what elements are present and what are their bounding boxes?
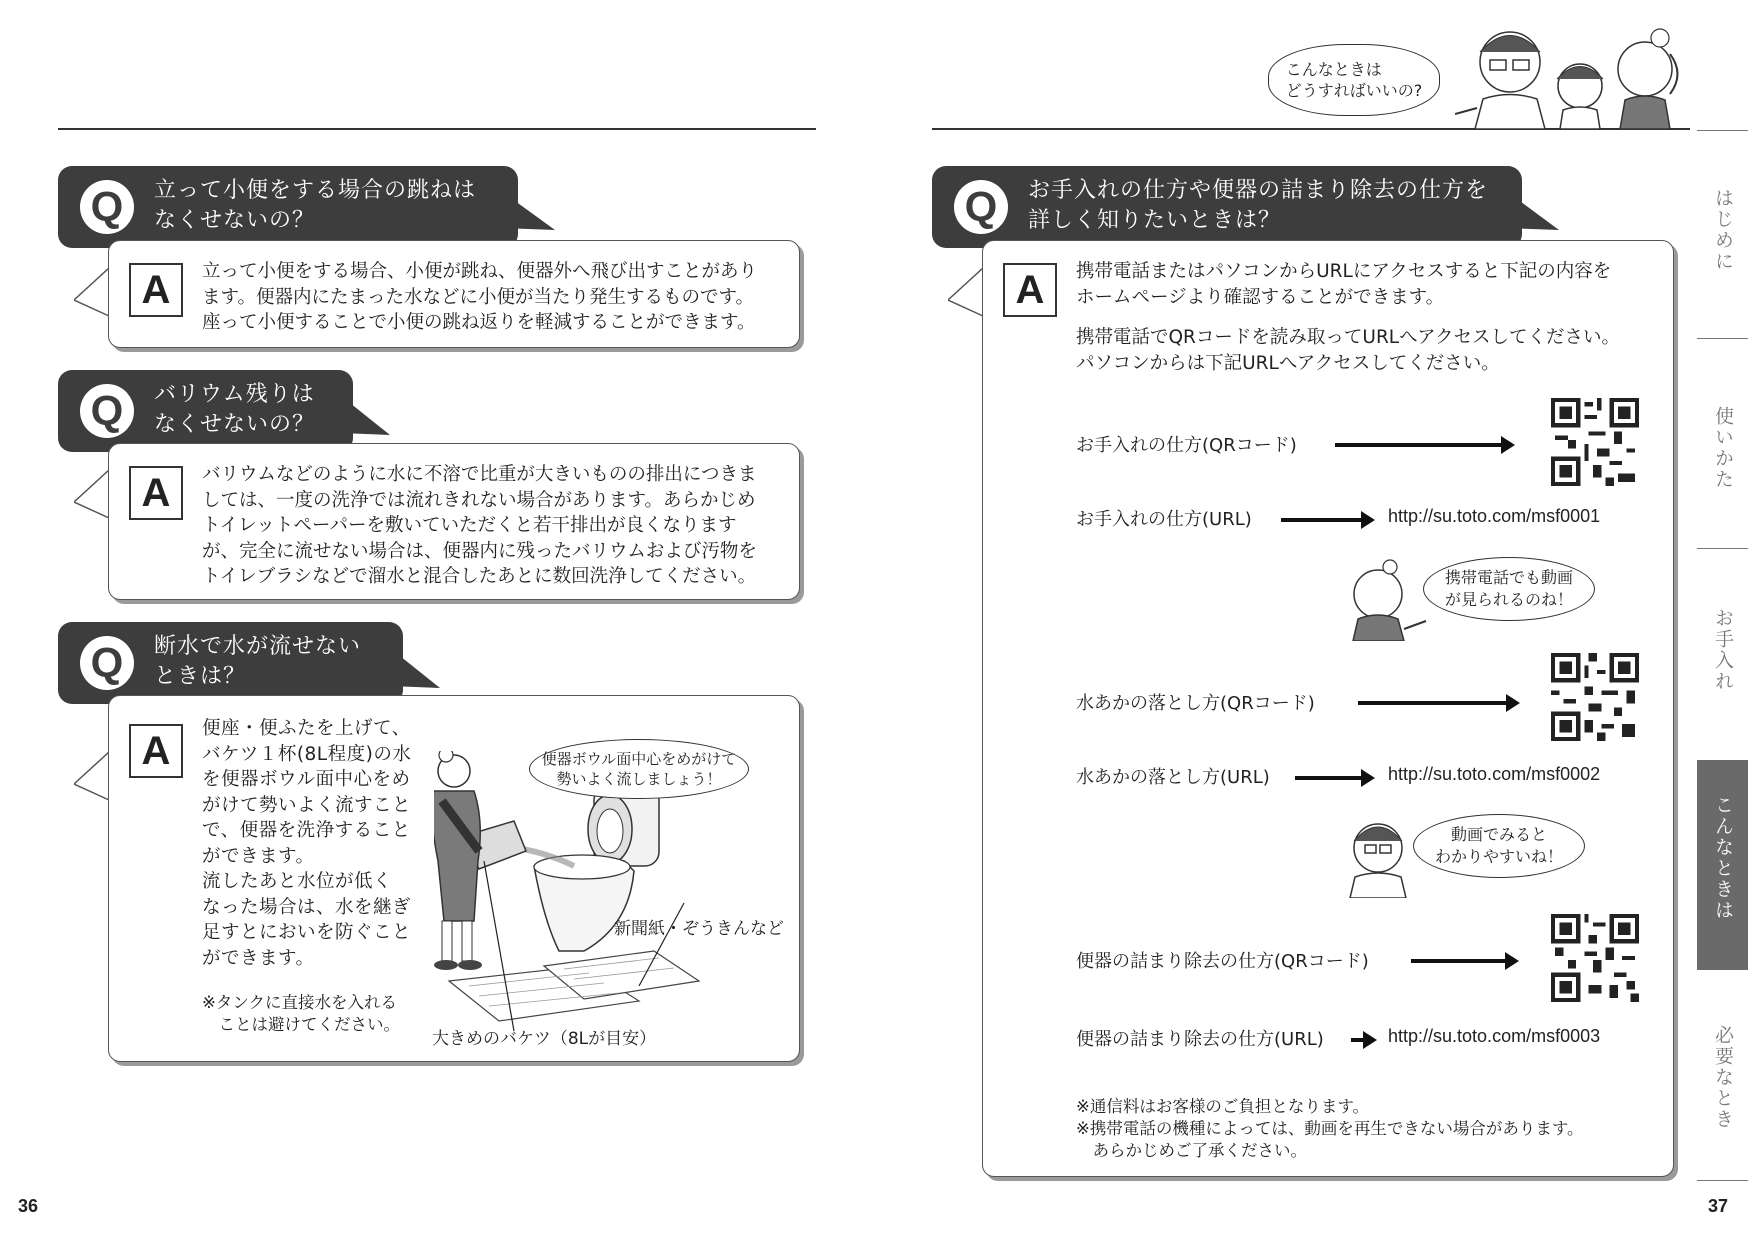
qr-label-1: お手入れの仕方(QRコード) (1076, 435, 1297, 456)
man-speech-bubble: 動画でみると わかりやすいね！ (1413, 814, 1585, 878)
a3-box (108, 695, 800, 1062)
illustration-speech-bubble: 便器ボウル面中心をめがけて 勢いよく流しましょう！ (529, 739, 749, 799)
q1-banner (58, 166, 518, 248)
arrow-icon (1351, 1038, 1365, 1042)
right-q-text: お手入れの仕方や便器の詰まり除去の仕方を 詳しく知りたいときは？ (1028, 178, 1489, 233)
newspaper-label: 新聞紙・ぞうきんなど (614, 919, 784, 939)
url-link-1[interactable]: http://su.toto.com/msf0001 (1388, 506, 1601, 526)
arrow-icon (1411, 959, 1507, 963)
family-illustration (1455, 14, 1695, 129)
woman-speech-bubble: 携帯電話でも動画 が見られるのね！ (1423, 557, 1595, 621)
right-a-box (982, 240, 1674, 1177)
url-label-2: 水あかの落とし方(URL) (1076, 767, 1270, 788)
page-number-right: 37 (1708, 1196, 1729, 1216)
arrow-icon (1281, 518, 1363, 522)
bucket-label: 大きめのバケツ（8Lが目安） (432, 1029, 657, 1049)
woman-illustration (1338, 559, 1428, 641)
side-tab-cleaning[interactable]: お手入れ (1712, 608, 1734, 692)
url-link-3[interactable]: http://su.toto.com/msf0003 (1388, 1026, 1601, 1046)
a1-box (108, 240, 800, 348)
arrow-icon (1335, 443, 1503, 447)
a1-text: 立って小便をする場合、小便が跳ね、便器外へ飛び出すことがあり ます。便器内にたまった水などに小便が当たり発生するものです。 座って小便することで小便の跳ね返りを軽減することができます。 (202, 261, 758, 333)
url-label-3: 便器の詰まり除去の仕方(URL) (1076, 1029, 1324, 1050)
url-label-1: お手入れの仕方(URL) (1076, 509, 1252, 530)
side-tab-when-needed[interactable]: 必要なとき (1712, 1025, 1734, 1130)
arrow-icon (1295, 776, 1363, 780)
side-tab-usage[interactable]: 使いかた (1712, 406, 1734, 490)
q2-banner (58, 370, 353, 452)
footnotes: ※通信料はお客様のご負担となります。 ※携帯電話の機種によっては、動画を再生できない場合があります。 あらかじめご了承ください。 (1076, 1097, 1584, 1160)
q-icon: Q (954, 180, 1008, 234)
a3-text: 便座・便ふたを上げて、 バケツ１杯(8L程度)の水 を便器ボウル面中心をめ がけて勢いよく流すこと で、便器を洗浄すること ができます。 流したあと水位が低く なった場合は、水を継ぎ 足すとにおいを防ぐこと ができます。 (202, 718, 412, 969)
a3-note: ※タンクに直接水を入れる ことは避けてください。 (202, 993, 400, 1034)
right-q-banner (932, 166, 1522, 248)
q-icon: Q (80, 180, 134, 234)
side-tab-intro[interactable]: はじめに (1712, 188, 1734, 272)
side-divider (1697, 130, 1748, 131)
qr-code-1[interactable] (1551, 398, 1639, 486)
q-icon: Q (80, 384, 134, 438)
q3-banner (58, 622, 403, 704)
a2-box (108, 443, 800, 600)
qr-label-3: 便器の詰まり除去の仕方(QRコード) (1076, 951, 1369, 972)
header-speech-bubble: こんなときは どうすればいいの? (1268, 44, 1440, 116)
a-icon: A (1003, 263, 1057, 317)
side-divider (1697, 548, 1748, 549)
a-icon: A (129, 263, 183, 317)
a2-box-tail (74, 470, 110, 520)
a1-box-tail (74, 268, 110, 318)
right-a-box-tail (948, 268, 984, 318)
a3-box-tail (74, 752, 110, 802)
a-icon: A (129, 466, 183, 520)
left-top-rule (58, 128, 816, 130)
qr-code-2[interactable] (1551, 653, 1639, 741)
a2-text: バリウムなどのように水に不溶で比重が大きいものの排出につきま しては、一度の洗浄では流れきれない場合があります。あらかじめ トイレットペーパーを敷いていただくと若干排出が良くなります が、完全に流せない場合は、便器内に残ったバリウムおよび汚物を トイレブラシなどで溜水と混合したあとに数回洗浄してください。 (202, 464, 757, 587)
q-icon: Q (80, 636, 134, 690)
qr-label-2: 水あかの落とし方(QRコード) (1076, 693, 1315, 714)
q3-text: 断水で水が流せない ときは？ (154, 634, 362, 689)
man-illustration (1338, 813, 1418, 898)
intro-text-2: 携帯電話でQRコードを読み取ってURLへアクセスしてください。 パソコンからは下記URLへアクセスしてください。 (1076, 327, 1621, 374)
page-number-left: 36 (18, 1196, 39, 1216)
qr-code-3[interactable] (1551, 914, 1639, 1002)
side-tab-troubleshooting[interactable]: こんなときは (1712, 795, 1734, 921)
arrow-icon (1358, 701, 1508, 705)
side-divider (1697, 338, 1748, 339)
q1-text: 立って小便をする場合の跳ねは なくせないの？ (154, 178, 477, 233)
url-link-2[interactable]: http://su.toto.com/msf0002 (1388, 764, 1601, 784)
intro-text-1: 携帯電話またはパソコンからURLにアクセスすると下記の内容を ホームページより確認することができます。 (1076, 261, 1612, 308)
side-divider (1697, 1180, 1748, 1181)
q2-text: バリウム残りは なくせないの？ (154, 382, 316, 437)
a-icon: A (129, 724, 183, 778)
